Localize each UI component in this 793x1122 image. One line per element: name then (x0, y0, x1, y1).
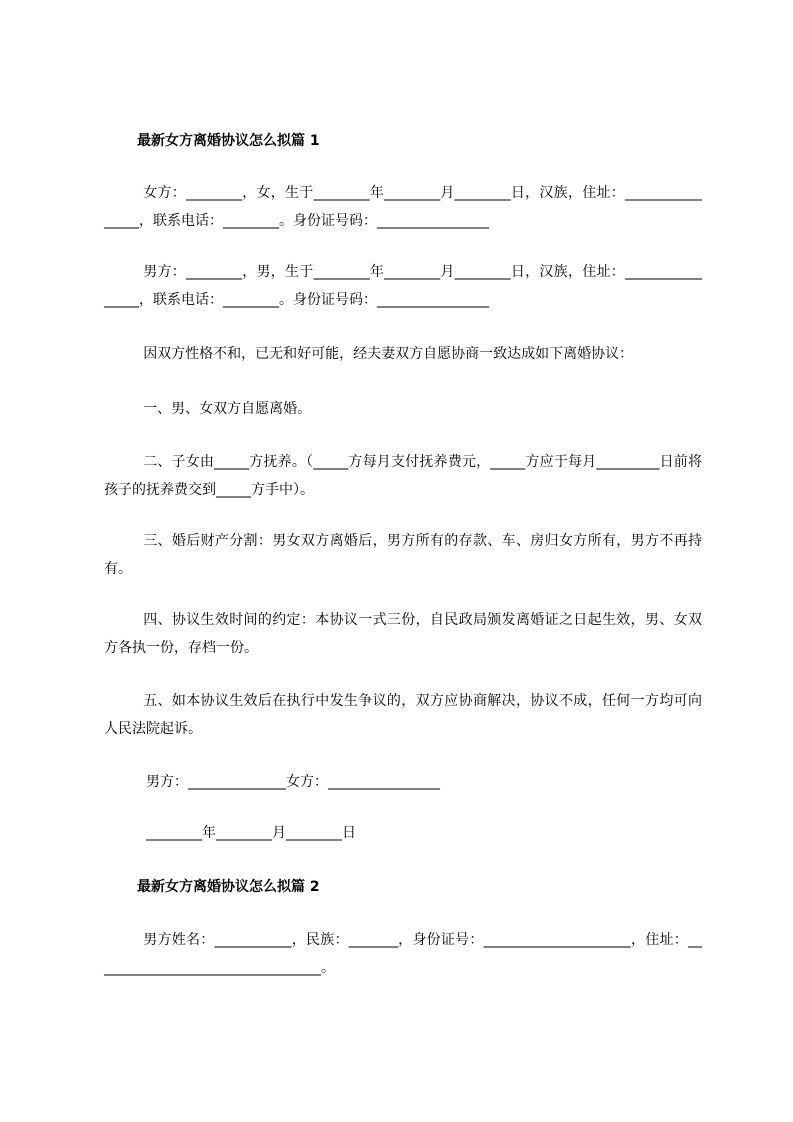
agreement-intro-paragraph: 因双方性格不和，已无和好可能，经夫妻双方自愿协商一致达成如下离婚协议： (143, 346, 634, 362)
husband-info-paragraph: 男方：________，男，生于________年________月________日，汉族，住址：________________，联系电话：________。身份证号码：________________ (104, 264, 702, 308)
signature-line: 男方：______________女方：________________ (146, 774, 440, 790)
wife-info-paragraph: 女方：________，女，生于________年________月________日，汉族，住址：________________，联系电话：________。身份证号码：________________ (104, 185, 702, 229)
clause-2-paragraph: 二、子女由_____方抚养。（_____方每月支付抚养费元，_____方应于每月_________日前将孩子的抚养费交到_____方手中）。 (104, 454, 702, 498)
clause-5-paragraph: 五、如本协议生效后在执行中发生争议的，双方应协商解决，协议不成，任何一方均可向人民法院起诉。 (104, 693, 702, 737)
clause-3-paragraph: 三、婚后财产分割：男女双方离婚后，男方所有的存款、车、房归女方所有，男方不再持有。 (104, 533, 702, 577)
clause-1-paragraph: 一、男、女双方自愿离婚。 (143, 401, 312, 417)
clause-4-paragraph: 四、协议生效时间的约定：本协议一式三份，自民政局颁发离婚证之日起生效，男、女双方各执一份，存档一份。 (104, 612, 702, 656)
section-2-heading: 最新女方离婚协议怎么拟篇 2 (137, 879, 320, 895)
date-line: ________年________月________日 (146, 825, 356, 841)
section-1-heading: 最新女方离婚协议怎么拟篇 1 (137, 133, 320, 149)
husband-details-paragraph: 男方姓名：___________，民族：_______，身份证号：_____________________，住址：_________________________________。 (104, 932, 702, 976)
